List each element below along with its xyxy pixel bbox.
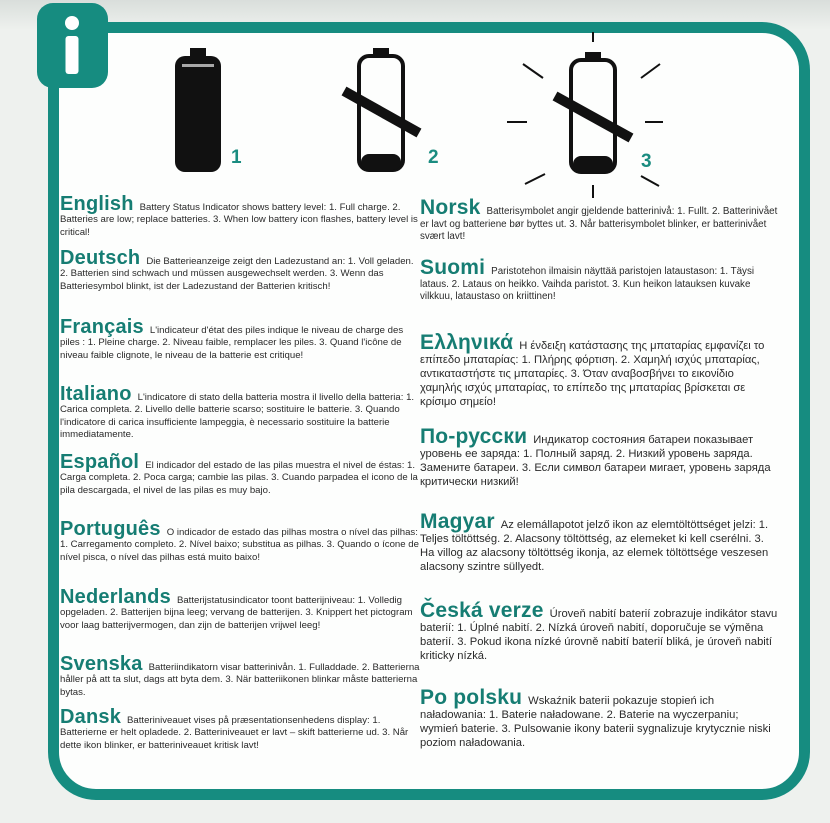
language-heading: Français xyxy=(60,316,144,338)
language-heading: Ελληνικά xyxy=(420,331,514,354)
language-section xyxy=(60,316,420,362)
language-heading: English xyxy=(60,193,134,215)
language-heading: Suomi xyxy=(420,256,486,279)
language-section xyxy=(60,706,420,752)
battery-low-icon xyxy=(340,48,422,174)
language-text: L'indicateur d'état des piles indique le niveau de charge des piles : 1. Pleine charge. 2. Niveau faible, remplacer les piles. 3. Quand l'icône de niveau faible clignote, le niveau de la batterie est critique! xyxy=(60,325,404,361)
language-text: Die Batterieanzeige zeigt den Ladezustand an: 1. Voll geladen. 2. Batterien sind schwach und müssen ausgewechselt werden. 3. Wenn das Batteriesymbol blinkt, ist der Ladezustand der Batterien kritisch! xyxy=(60,256,414,292)
language-text: El indicador del estado de las pilas muestra el nivel de éstas: 1. Carga completa. 2. Poca carga; cambie las pilas. 3. Cuando parpadea el icono de la pila descargada, el nivel de las pilas es muy bajo. xyxy=(60,460,418,496)
language-section xyxy=(420,196,778,244)
language-text: Batteriniveauet vises på præsentationsenhedens display: 1. Batterierne er helt opladede. 2. Batteriniveauet er lavt – skift batterierne ud. 3. Når dette ikon blinker, er batteriniveauet kritisk lavt! xyxy=(60,715,409,751)
language-heading: Deutsch xyxy=(60,247,141,269)
indicator-number: 2 xyxy=(428,147,439,168)
language-heading: Dansk xyxy=(60,706,122,728)
language-heading: Po polsku xyxy=(420,686,523,709)
language-heading: Magyar xyxy=(420,510,495,533)
language-section xyxy=(60,653,420,699)
indicator-number: 1 xyxy=(231,147,242,168)
language-text: Batterisymbolet angir gjeldende batterinivå: 1. Fullt. 2. Batterinivået er lavt og batteriene bør byttes ut. 3. Når batterisymbolet blinker, er batterinivået svært lavt! xyxy=(420,206,778,242)
language-section xyxy=(60,518,420,564)
language-heading: Svenska xyxy=(60,653,143,675)
language-text: O indicador de estado das pilhas mostra o nível das pilhas: 1. Carregamento completo. 2. Nível baixo; substitua as pilhas. 3. Quando o ícone de nível pisca, o nível das pilhas está muito baixo! xyxy=(60,527,419,563)
language-section xyxy=(420,331,778,409)
language-section xyxy=(60,247,420,293)
language-section xyxy=(420,686,778,750)
language-text: Η ένδειξη κατάστασης της μπαταρίας εμφανίζει το επίπεδο μπαταρίας: 1. Πλήρης φόρτιση. 2. Χαμηλή ισχύς μπαταρίας, αντικαταστήστε τις μπαταρίες. 3. Όταν αναβοσβήνει το εικονίδιο χαμηλής ισχύς μπαταρίας, το επίπεδο της μπαταρίας βρίσκεται σε κρίσιμο σημείο! xyxy=(420,340,765,408)
language-text: Batteriindikatorn visar batterinivån. 1. Fulladdade. 2. Batterierna håller på att ta slut, dags att byta dem. 3. När batteriikonen blinkar måste batterierna bytas. xyxy=(60,662,420,698)
indicator-number: 3 xyxy=(641,151,652,172)
language-heading: По-русски xyxy=(420,425,528,448)
language-text: Úroveň nabití baterií zobrazuje indikátor stavu baterií: 1. Úplné nabití. 2. Nízká úroveň nabití, doporučuje se výměna baterií. 3. Pokud ikona nízké úrovně nabití baterií bliká, je úroveň nabití kriticky nízká. xyxy=(420,608,778,662)
language-section xyxy=(420,425,778,489)
language-section xyxy=(420,256,778,304)
language-heading: Nederlands xyxy=(60,586,171,608)
language-section xyxy=(60,383,420,441)
info-icon xyxy=(37,3,108,88)
battery-full-icon xyxy=(173,48,223,174)
language-text: Wskaźnik baterii pokazuje stopień ich naładowania: 1. Baterie naładowane. 2. Baterie na wyczerpaniu; wymień baterie. 3. Pulsowanie ikony baterii sygnalizuje krytycznie niski poziom naładowania. xyxy=(420,695,771,749)
language-text: Az elemállapotot jelző ikon az elemtöltöttséget jelzi: 1. Teljes töltöttség. 2. Alacsony töltöttség, az elemeket ki kell cserélni. 3. Ha villog az alacsony töltöttség ikonja, az elemek töltöttsége veszesen alacsony szintre süllyedt. xyxy=(420,519,769,573)
language-section xyxy=(60,451,420,497)
battery-flashing-icon xyxy=(505,30,665,200)
language-text: Индикатор состояния батареи показывает уровень ее заряда: 1. Полный заряд. 2. Низкий уровень заряда. Замените батареи. 3. Если символ батареи мигает, уровень заряда критически низкий! xyxy=(420,434,771,488)
language-heading: Česká verze xyxy=(420,599,544,622)
language-heading: Português xyxy=(60,518,161,540)
language-heading: Español xyxy=(60,451,140,473)
language-text: Paristotehon ilmaisin näyttää paristojen lataustason: 1. Täysi lataus. 2. Lataus on heikko. Vaihda paristot. 3. Kun heikon latauksen kuvake vilkkuu, lataustaso on kriittinen! xyxy=(420,266,755,302)
language-section xyxy=(420,599,778,663)
battery-indicators xyxy=(0,0,830,210)
language-section xyxy=(60,586,420,632)
language-heading: Italiano xyxy=(60,383,132,405)
language-text: Battery Status Indicator shows battery level: 1. Full charge. 2. Batteries are low; replace batteries. 3. When low battery icon flashes, battery level is critical! xyxy=(60,202,418,238)
language-section xyxy=(420,510,778,574)
language-text: Batterijstatusindicator toont batterijniveau: 1. Volledig opgeladen. 2. Batterijen bijna leeg; vervang de batterijen. 3. Knippert het pictogram voor laag batterijvermogen, dan zijn de batterijen vrijwel leeg! xyxy=(60,595,413,631)
language-text: L'indicatore di stato della batteria mostra il livello della batteria: 1. Carica completa. 2. Livello delle batterie scarso; sostituire le batterie. 3. Quando l'indicatore di carica insufficiente lampeggia, è necessario sostituire la batterie immediatamente. xyxy=(60,392,415,440)
language-heading: Norsk xyxy=(420,196,481,219)
language-section xyxy=(60,193,420,239)
